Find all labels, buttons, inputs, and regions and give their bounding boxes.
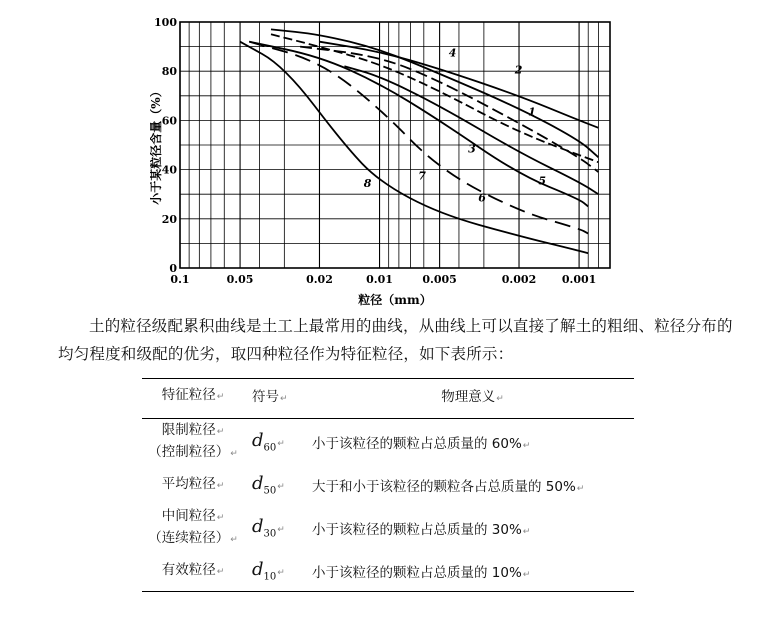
table-row xyxy=(142,465,634,505)
cell-meaning: 小于该粒径的颗粒占总质量的 60%↵ xyxy=(312,436,531,452)
cell-symbol: $d_{10}↵$ xyxy=(252,559,285,583)
header-symbol: 符号↵ xyxy=(252,389,288,405)
y-tick-label: 100 xyxy=(154,16,177,29)
x-tick-label: 0.005 xyxy=(422,273,457,286)
cell-meaning: 小于该粒径的颗粒占总质量的 30%↵ xyxy=(312,522,531,538)
symbol-d: $d_{30}$ xyxy=(252,516,277,540)
table-header-row xyxy=(142,379,634,419)
x-tick-label: 0.002 xyxy=(501,273,537,286)
table-row xyxy=(142,505,634,551)
grain-size-chart-svg xyxy=(150,10,620,310)
grain-name-line: 限制粒径↵ xyxy=(161,422,225,438)
grain-size-chart xyxy=(150,10,620,310)
x-tick-label: 0.02 xyxy=(306,273,333,286)
curve-label-4: 4 xyxy=(448,46,457,60)
symbol-d: $d_{50}$ xyxy=(252,473,277,497)
table-row xyxy=(142,551,634,592)
y-axis-label: 小于某粒径含量（%） xyxy=(150,85,163,205)
symbol-subscript: 30 xyxy=(263,528,277,540)
y-tick-label: 40 xyxy=(161,163,177,177)
characteristic-grain-table xyxy=(142,378,634,592)
symbol-d: $d_{10}$ xyxy=(252,559,277,583)
grain-name-line: 有效粒径↵ xyxy=(161,562,225,578)
x-tick-label: 0.001 xyxy=(561,273,597,286)
x-tick-label: 0.01 xyxy=(366,273,393,286)
x-tick-label: 0.05 xyxy=(226,273,254,286)
curve-7 xyxy=(249,42,588,234)
grain-name-line: 平均粒径↵ xyxy=(161,476,225,492)
cell-meaning: 小于该粒径的颗粒占总质量的 10%↵ xyxy=(312,565,531,581)
cell-grain-name xyxy=(142,505,244,551)
curve-label-2: 2 xyxy=(514,63,523,77)
curve-label-5: 5 xyxy=(538,174,547,188)
intro-paragraph-text: 土的粒径级配累积曲线是土工上最常用的曲线，从曲线上可以直接了解土的粗细、粒径分布的均匀程度和级配的优劣，取四种粒径作为特征粒径，如下表所示： xyxy=(58,317,733,363)
cell-grain-name xyxy=(142,551,244,592)
y-tick-label: 80 xyxy=(161,65,177,79)
grain-name-line: （控制粒径）↵ xyxy=(148,444,238,460)
header-meaning: 物理意义↵ xyxy=(441,389,504,405)
curve-8 xyxy=(240,42,588,254)
curve-label-7: 7 xyxy=(418,169,426,183)
cell-grain-name xyxy=(142,419,244,466)
x-tick-label: 0.1 xyxy=(170,273,190,286)
curve-label-3: 3 xyxy=(468,142,476,156)
cell-symbol: $d_{50}↵$ xyxy=(252,473,285,497)
symbol-subscript: 10 xyxy=(263,571,277,583)
symbol-subscript: 50 xyxy=(263,485,277,497)
cell-symbol: $d_{60}↵$ xyxy=(252,430,285,454)
symbol-d: $d_{60}$ xyxy=(252,430,277,454)
table-body xyxy=(142,419,634,592)
header-name: 特征粒径↵ xyxy=(161,387,225,403)
table-row xyxy=(142,419,634,466)
curve-label-1: 1 xyxy=(528,105,536,119)
curve-4 xyxy=(271,34,598,162)
grain-name-line: 中间粒径↵ xyxy=(161,508,225,524)
cell-grain-name xyxy=(142,465,244,505)
y-tick-label: 60 xyxy=(161,114,177,128)
x-axis-label: 粒径（mm） xyxy=(358,293,432,307)
intro-paragraph xyxy=(58,312,748,368)
y-tick-label: 0 xyxy=(169,262,177,275)
symbol-subscript: 60 xyxy=(263,442,277,454)
grain-name-line: （连续粒径）↵ xyxy=(148,530,238,546)
cell-meaning: 大于和小于该粒径的颗粒各占总质量的 50%↵ xyxy=(312,479,585,495)
curve-label-8: 8 xyxy=(363,176,372,190)
cell-symbol: $d_{30}↵$ xyxy=(252,516,285,540)
y-tick-label: 20 xyxy=(161,212,177,226)
curve-label-6: 6 xyxy=(478,191,486,205)
